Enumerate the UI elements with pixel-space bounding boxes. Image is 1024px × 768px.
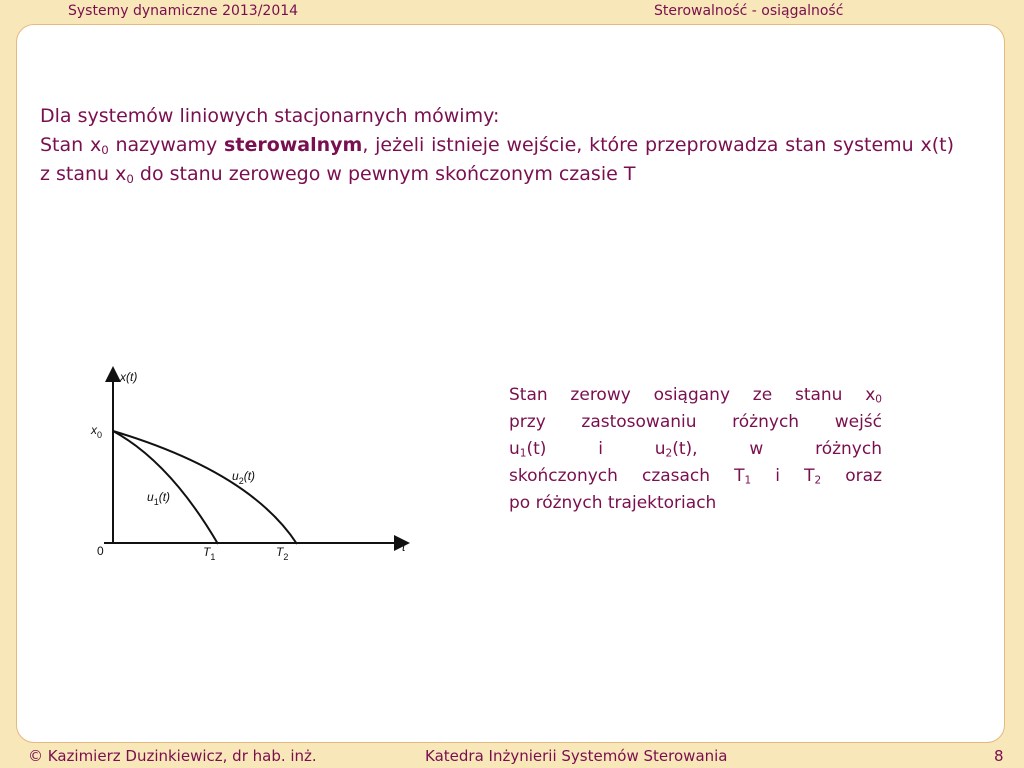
section-title: Sterowalność - osiągalność	[654, 3, 844, 19]
trajectory-u2	[113, 431, 297, 544]
department-name: Katedra Inżynierii Systemów Sterowania	[425, 747, 728, 765]
trajectory-u1	[113, 431, 218, 544]
caption-line-2: przy zastosowaniu różnych wejść	[509, 412, 882, 432]
trajectory-figure	[80, 362, 420, 572]
slide-header	[0, 0, 1024, 24]
page-number: 8	[994, 747, 1004, 765]
caption-line-3: $u_1(t)$ i $u_2(t)$, w różnych	[509, 439, 882, 460]
definition-text: Stan $x_0$ nazywamy sterowalnym, jeżeli istnieje wejście, które przeprowadza stan systemu x(t) z stanu $x_0$ do stanu zerowego w pewnym skończonym czasie T	[40, 134, 954, 186]
caption-line-5: po różnych trajektoriach	[509, 493, 717, 513]
t2-label: $T_2$	[276, 545, 289, 562]
u1-label: $u_1(t)$	[147, 490, 171, 507]
y-axis-label: x(t)	[120, 370, 138, 384]
course-title: Systemy dynamiczne 2013/2014	[68, 3, 299, 19]
figure-caption	[509, 382, 882, 517]
author-credit: © Kazimierz Duzinkiewicz, dr hab. inż.	[28, 747, 317, 765]
caption-line-4: skończonych czasach $T_1$ i $T_2$ oraz	[509, 466, 882, 487]
definition-block	[40, 102, 954, 189]
origin-label: 0	[97, 544, 104, 558]
intro-line: Dla systemów liniowych stacjonarnych mówimy:	[40, 105, 500, 127]
caption-line-1: Stan zerowy osiągany ze stanu $x_0$	[509, 385, 882, 406]
slide-footer	[0, 743, 1024, 768]
x0-label: $x_0$	[91, 423, 103, 440]
t1-label: $T_1$	[203, 545, 216, 562]
term-sterowalnym: sterowalnym	[224, 134, 363, 156]
x-axis-label: t	[402, 540, 406, 554]
u2-label: $u_2(t)$	[232, 469, 256, 486]
